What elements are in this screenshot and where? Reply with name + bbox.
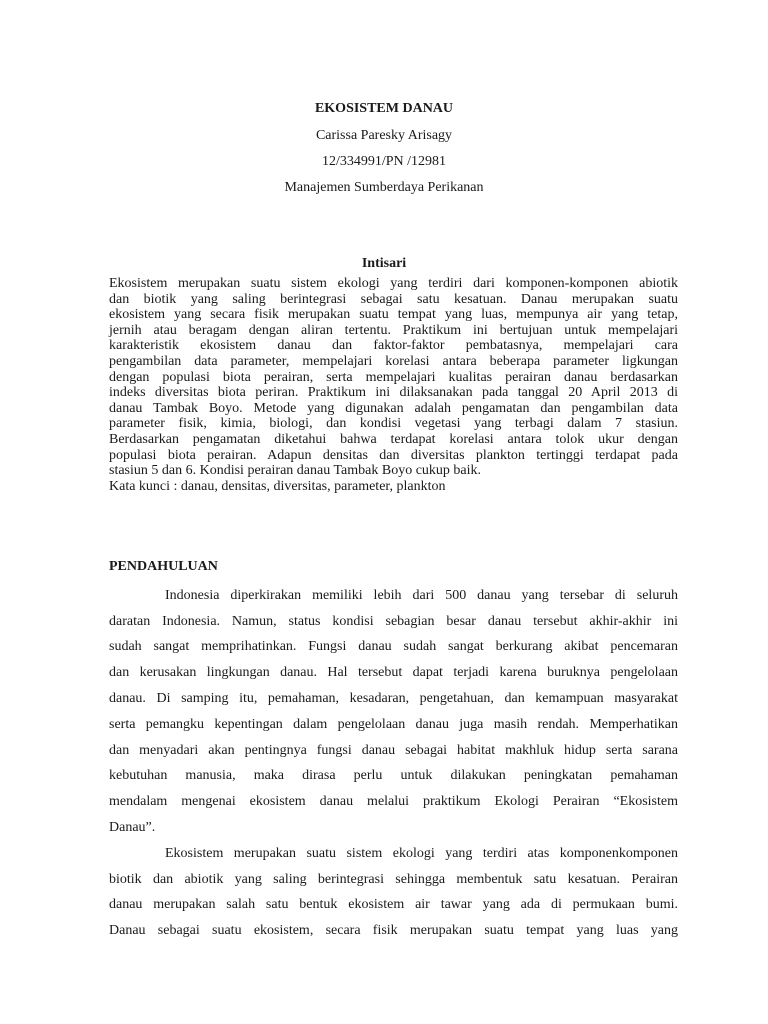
abstract-line: jernih atau beragam dengan aliran tertentu. Praktikum ini bertujuan untuk mempelajari: [109, 322, 678, 338]
abstract-heading: Intisari: [361, 256, 407, 271]
paragraph-line: Ekosistem merupakan suatu sistem ekologi yang terdiri atas komponenkomponen: [165, 845, 678, 861]
paragraph-line: mendalam mengenai ekosistem danau melalui praktikum Ekologi Perairan “Ekosistem: [109, 794, 678, 810]
abstract-line: Berdasarkan pengamatan diketahui bahwa terdapat korelasi antara tolok ukur dengan: [109, 431, 678, 447]
paragraph-line: danau. Di samping itu, pemahaman, kesadaran, pengetahuan, dan kemampuan masyarakat: [109, 690, 678, 706]
author-name: Carissa Paresky Arisagy: [315, 128, 453, 143]
abstract-line: populasi biota perairan. Adapun densitas dan diversitas plankton tertinggi terdapat pada: [109, 447, 678, 463]
paragraph-line: biotik dan abiotik yang saling berintegrasi sehingga membentuk satu kesatuan. Perairan: [109, 871, 678, 887]
heading-spacer: [109, 557, 678, 583]
introduction-body: [109, 557, 678, 944]
paragraph-line: dan menyadari akan pentingnya fungsi danau sebagai habitat makhluk hidup serta sarana: [109, 742, 678, 758]
paragraph-line: serta pemangku kepentingan dalam pengelolaan danau juga masih rendah. Memperhatikan: [109, 716, 678, 732]
paragraph-line: Indonesia diperkirakan memiliki lebih dari 500 danau yang tersebar di seluruh: [165, 587, 678, 603]
paper-title: EKOSISTEM DANAU: [314, 101, 454, 116]
keywords: Kata kunci : danau, densitas, diversitas, parameter, plankton: [109, 478, 446, 494]
paragraph-line: sudah sangat memprihatinkan. Fungsi danau sudah sangat berkurang akibat pencemaran: [109, 639, 678, 655]
abstract-line: pengambilan data parameter, mempelajari korelasi antara beberapa parameter ligkungan: [109, 353, 678, 369]
paragraph-line: danau merupakan salah satu bentuk ekosistem air tawar yang ada di permukaan bumi.: [109, 897, 678, 913]
section-heading-pendahuluan: PENDAHULUAN: [109, 559, 218, 574]
abstract-line: danau Tambak Boyo. Metode yang digunakan adalah pengamatan dan pengambilan data: [109, 400, 678, 416]
abstract-body: [109, 276, 678, 494]
abstract-line: indeks diversitas biota periran. Praktikum ini dilaksanakan pada tanggal 20 April 2013 di: [109, 385, 678, 401]
paragraph-line: Danau sebagai suatu ekosistem, secara fisik merupakan suatu tempat yang luas yang: [109, 923, 678, 939]
abstract-line: dan biotik yang saling berintegrasi sebagai satu kesatuan. Danau merupakan suatu: [109, 291, 678, 307]
abstract-line: stasiun 5 dan 6. Kondisi perairan danau Tambak Boyo cukup baik.: [109, 463, 482, 479]
paragraph-line: dan kerusakan lingkungan danau. Hal tersebut dapat terjadi karena buruknya pengelolaan: [109, 665, 678, 681]
abstract-line: Ekosistem merupakan suatu sistem ekologi yang terdiri dari komponen-komponen abiotik: [109, 276, 678, 291]
paragraph-line: daratan Indonesia. Namun, status kondisi sebagian besar danau tersebut akhir-akhir ini: [109, 613, 678, 629]
paragraph-line: kebutuhan manusia, maka dirasa perlu untuk dilakukan peningkatan pemahaman: [109, 768, 678, 784]
abstract-line: ekosistem yang secara fisik merupakan suatu tempat yang luas, mempunya air yang tetap,: [109, 307, 678, 323]
abstract-line: dengan populasi biota perairan, serta mempelajari kualitas perairan danau berdasarkan: [109, 369, 678, 385]
student-id: 12/334991/PN /12981: [321, 154, 447, 169]
abstract-line: parameter fisik, kimia, biologi, dan kondisi vegetasi yang terbagi dalam 7 stasiun.: [109, 416, 678, 432]
department: Manajemen Sumberdaya Perikanan: [284, 180, 484, 195]
abstract-line: karakteristik ekosistem danau dan faktor-faktor pembatasnya, mempelajari cara: [109, 338, 678, 354]
paragraph-line: Danau”.: [109, 819, 156, 835]
